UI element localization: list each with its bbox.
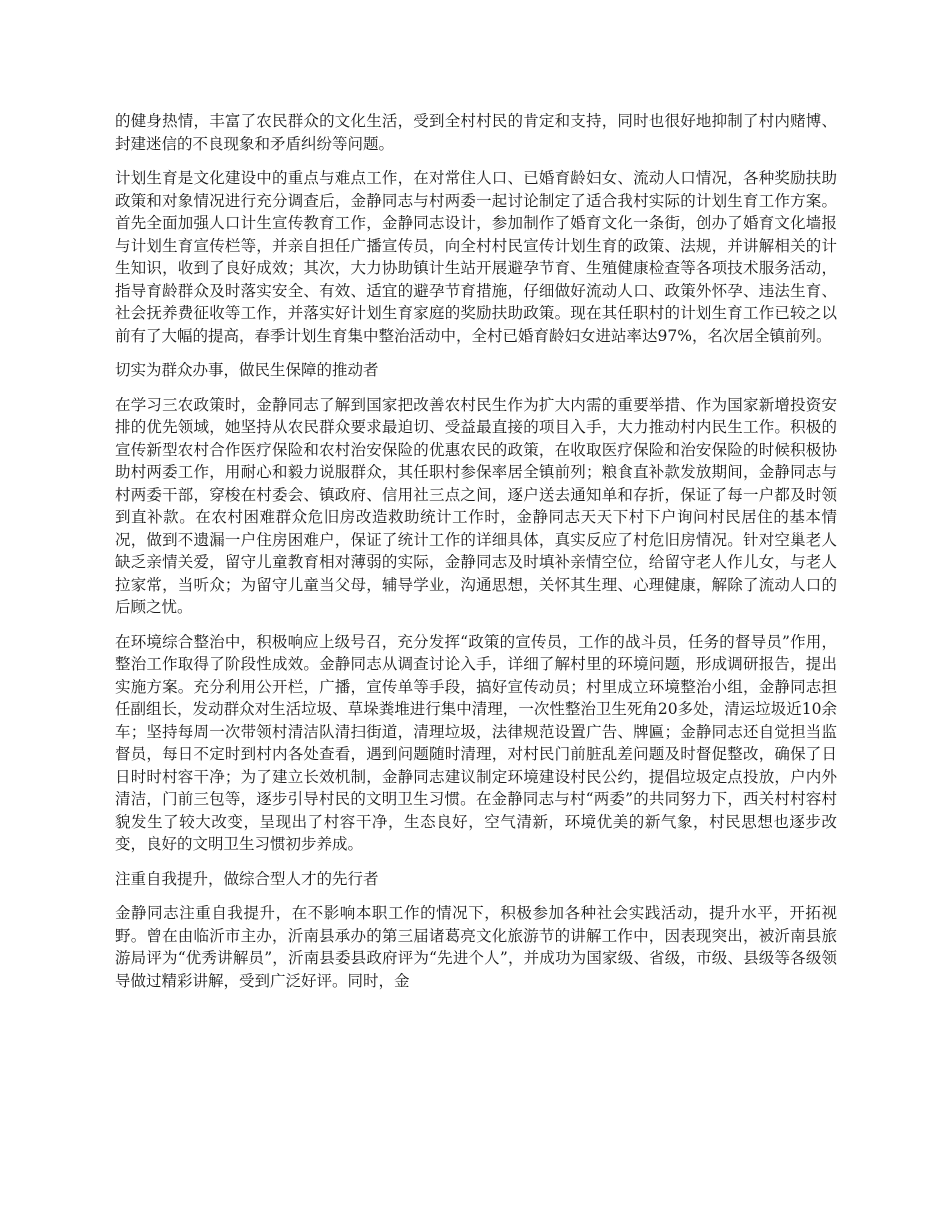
section-heading-livelihood: 切实为群众办事，做民生保障的推动者 bbox=[115, 361, 379, 379]
paragraph-environment: 在环境综合整治中，积极响应上级号召，充分发挥“政策的宣传员，工作的战斗员，任务的督导员”作用，整治工作取得了阶段性成效。金静同志从调查讨论入手，详细了解村里的环境问题，形成调研报告，提出实施方案。充分利用公开栏，广播，宣传单等手段，搞好宣传动员；村里成立环境整治小组，金静同志担任副组长，发动群众对生活垃圾、草垛粪堆进行集中清理，一次性整治卫生死角20多处，清运垃圾近10余车；坚持每周一次带领村清洁队清扫街道，清理垃圾，法律规范设置广告、牌匾；金静同志还自觉担当监督员，每日不定时到村内各处查看，遇到问题随时清理，对村民门前脏乱差问题及时督促整改，确保了日日时时村容干净；为了建立长效机制，金静同志建议制定环境建设村民公约，提倡垃圾定点投放，户内外清洁，门前三包等，逐步引导村民的文明卫生习惯。在金静同志与村“两委”的共同努力下，西关村村容村貌发生了较大改变，呈现出了村容干净，生态良好，空气清新，环境优美的新气象，村民思想也逐步改变，良好的文明卫生习惯初步养成。 bbox=[115, 632, 837, 853]
section-heading-self-improvement: 注重自我提升，做综合型人才的先行者 bbox=[115, 869, 379, 888]
document-page bbox=[115, 110, 837, 1004]
paragraph-self-improvement: 金静同志注重自我提升，在不影响本职工作的情况下，积极参加各种社会实践活动，提升水平，开拓视野。曾在由临沂市主办，沂南县承办的第三届诸葛亮文化旅游节的讲解工作中，因表现突出，被沂南县旅游局评为“优秀讲解员”，沂南县委县政府评为“先进个人”，并成功为国家级、省级，市级、县级等各级领导做过精彩讲解，受到广泛好评。同时，金 bbox=[115, 904, 837, 990]
paragraph-family-planning: 计划生育是文化建设中的重点与难点工作，在对常住人口、已婚育龄妇女、流动人口情况，各种奖励扶助政策和对象情况进行充分调查后，金静同志与村两委一起讨论制定了适合我村实际的计划生育工作方案。首先全面加强人口计生宣传教育工作，金静同志设计，参加制作了婚育文化一条街，创办了婚育文化墙报与计划生育宣传栏等，并亲自担任广播宣传员，向全村村民宣传计划生育的政策、法规，并讲解相关的计生知识，收到了良好成效；其次，大力协助镇计生站开展避孕节育、生殖健康检查等各项技术服务活动，指导育龄群众及时落实安全、有效、适宜的避孕节育措施，仔细做好流动人口、政策外怀孕、违法生育、社会抚养费征收等工作，并落实好计划生育家庭的奖励扶助政策。现在其任职村的计划生育工作已较之以前有了大幅的提高，春季计划生育集中整治活动中，全村已婚育龄妇女进站率达97%，名次居全镇前列。 bbox=[115, 169, 837, 345]
paragraph-livelihood: 在学习三农政策时，金静同志了解到国家把改善农村民生作为扩大内需的重要举措、作为国家新增投资安排的优先领域，她坚持从农民群众要求最迫切、受益最直接的项目入手，大力推动村内民生工作。积极的宣传新型农村合作医疗保险和农村治安保险的优惠农民的政策，在收取医疗保险和治安保险的时候积极协助村两委工作，用耐心和毅力说服群众，其任职村参保率居全镇前列；粮食直补款发放期间，金静同志与村两委干部，穿梭在村委会、镇政府、信用社三点之间，逐户送去通知单和存折，保证了每一户都及时领到直补款。在农村困难群众危旧房改造救助统计工作时，金静同志天天下村下户询问村民居住的基本情况，做到不遗漏一户住房困难户，保证了统计工作的详细具体，真实反应了村危旧房情况。针对空巢老人缺乏亲情关爱，留守儿童教育相对薄弱的实际，金静同志及时填补亲情空位，给留守老人作儿女，与老人拉家常，当听众；为留守儿童当父母，辅导学业，沟通思想，关怀其生理、心理健康，解除了流动人口的后顾之忧。 bbox=[115, 395, 837, 616]
paragraph-fitness-culture: 的健身热情，丰富了农民群众的文化生活，受到全村村民的肯定和支持，同时也很好地抑制了村内赌博、封建迷信的不良现象和矛盾纠纷等问题。 bbox=[115, 112, 837, 153]
